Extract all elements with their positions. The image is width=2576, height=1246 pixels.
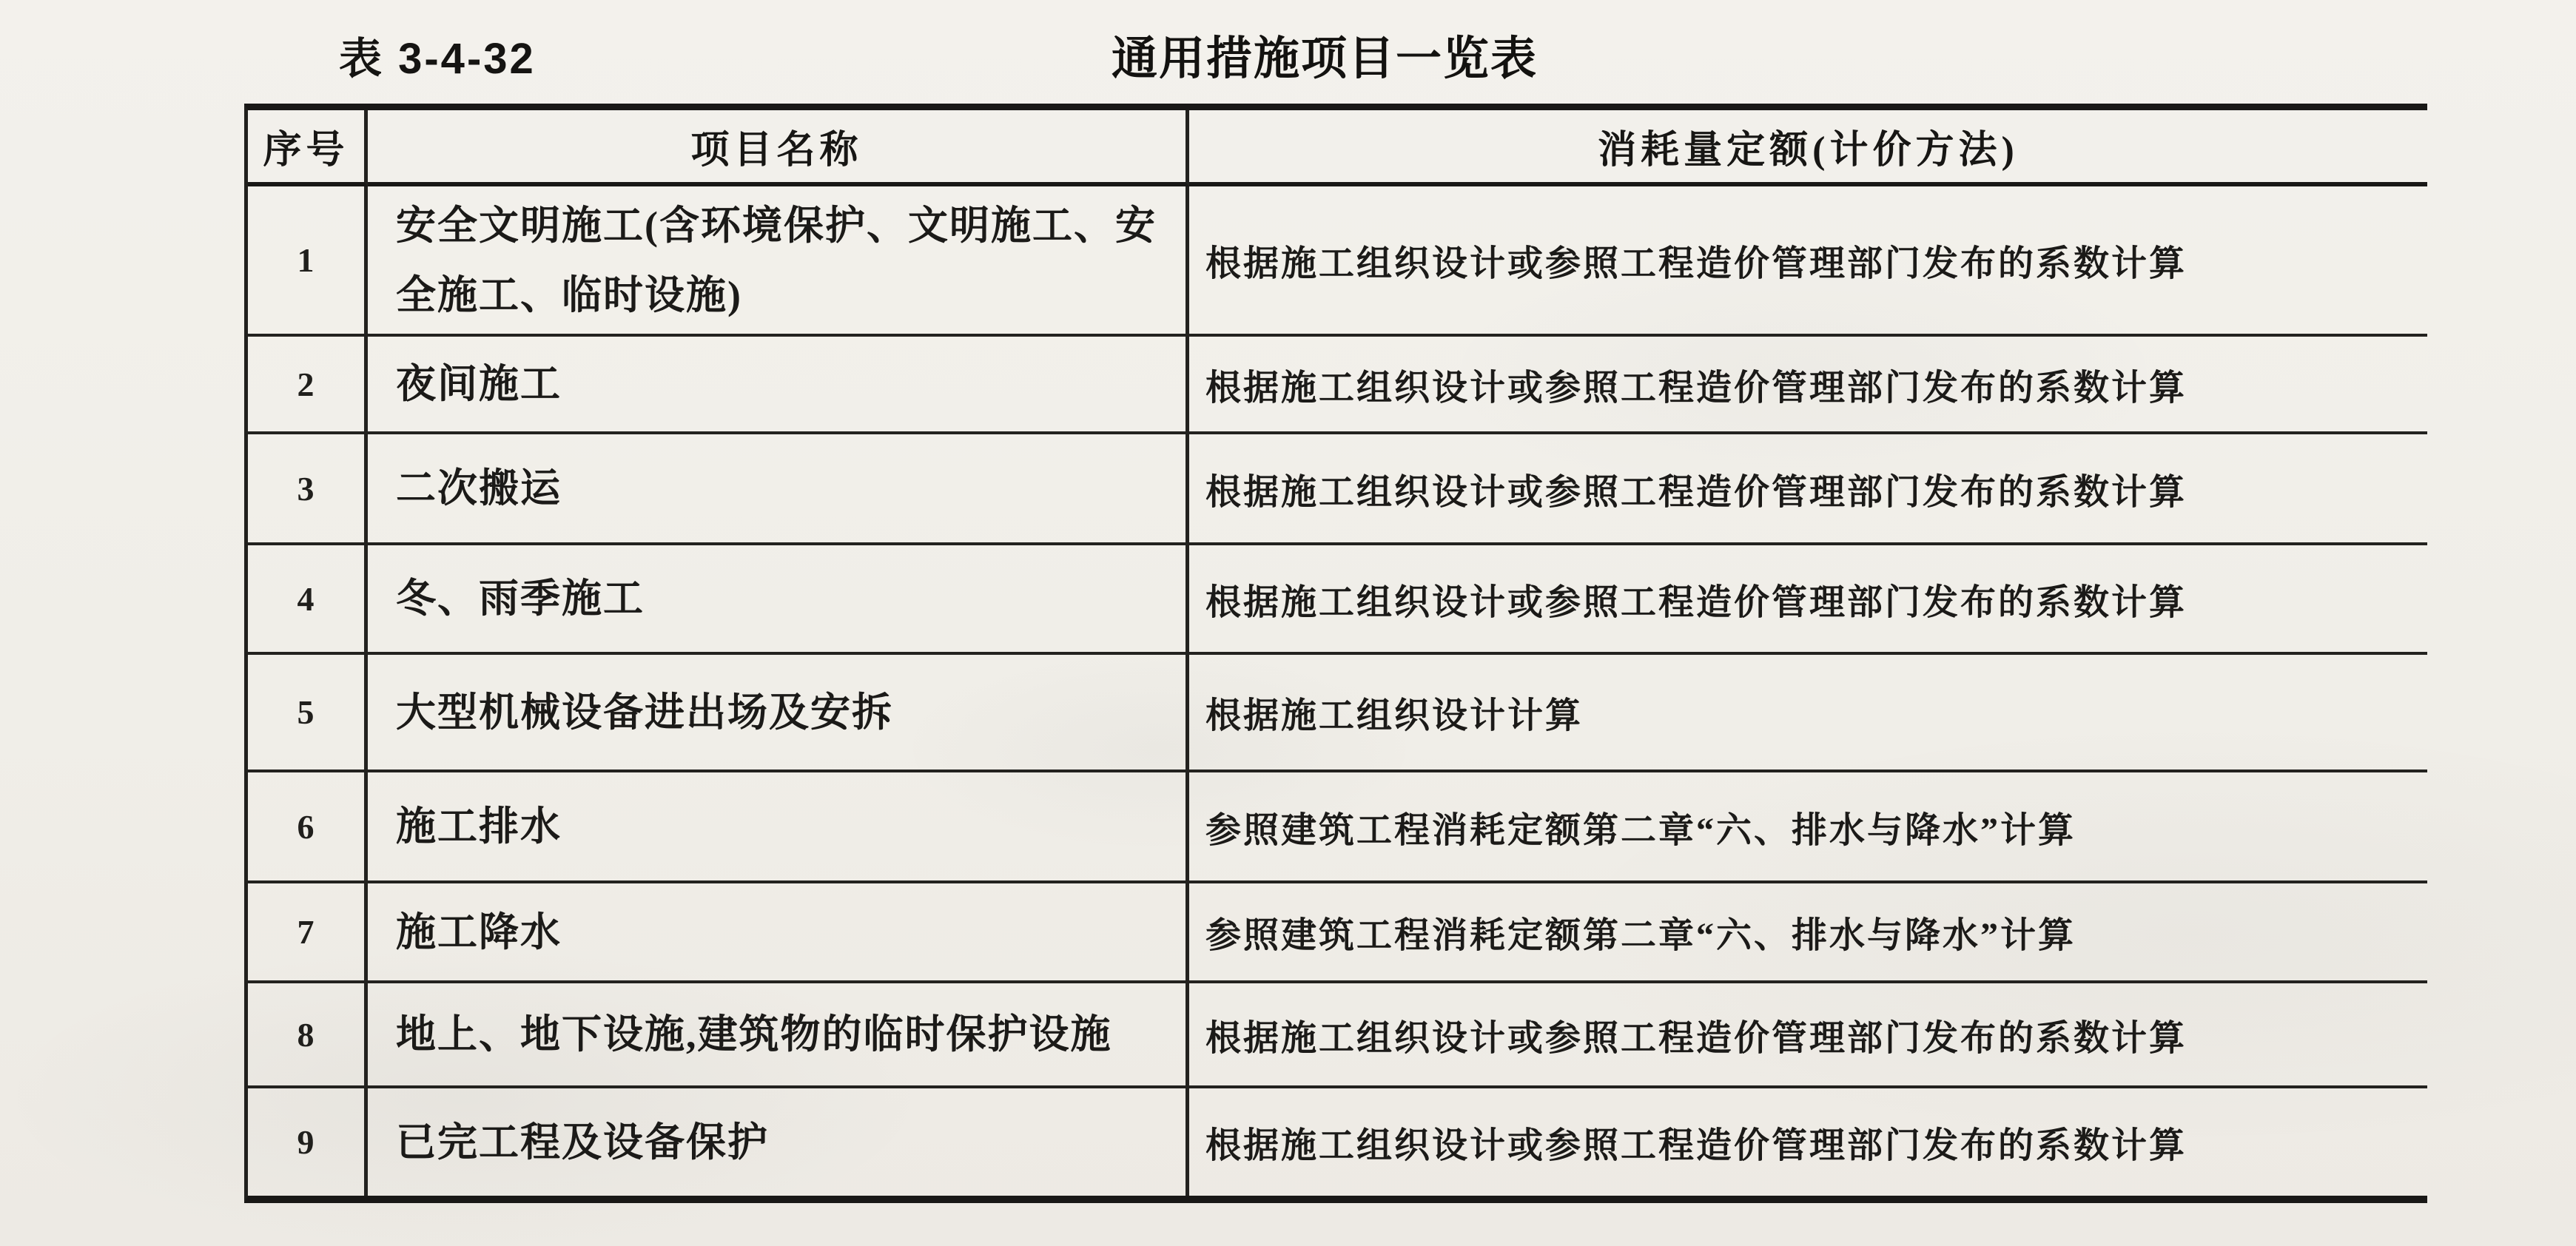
cell-quota-method: 参照建筑工程消耗定额第二章“六、排水与降水”计算: [1189, 772, 2427, 883]
table-caption-row: [0, 31, 2576, 90]
cell-serial-number: 2: [248, 337, 368, 434]
cell-project-name: [368, 655, 1189, 772]
cell-project-name: [368, 337, 1189, 434]
cell-serial-number: 3: [248, 434, 368, 545]
table-number: 表 3-4-32: [339, 35, 536, 83]
cell-quota-method: 根据施工组织设计或参照工程造价管理部门发布的系数计算: [1189, 337, 2427, 434]
cell-serial-number: 9: [248, 1088, 368, 1196]
cell-quota-method: 根据施工组织设计或参照工程造价管理部门发布的系数计算: [1205, 1126, 2187, 1165]
project-name-line: 地上、地下设施,建筑物的临时保护设施: [396, 1012, 1112, 1057]
page-title: 通用措施项目一览表: [1112, 33, 1538, 84]
project-name-line: 夜间施工: [396, 362, 562, 406]
cell-serial-number: 5: [248, 655, 368, 772]
cell-quota-method: 根据施工组织设计或参照工程造价管理部门发布的系数计算: [1189, 434, 2427, 545]
header-cell-quota-method: 消耗量定额(计价方法): [1189, 110, 2427, 186]
project-name-line: 冬、雨季施工: [396, 576, 645, 621]
cell-project-name: [368, 983, 1189, 1088]
cell-quota-method: 参照建筑工程消耗定额第二章“六、排水与降水”计算: [1189, 883, 2427, 983]
project-name-line: 安全文明施工(含环境保护、文明施工、安: [396, 203, 1157, 248]
cell-project-name: [368, 545, 1189, 655]
cell-serial-number: 6: [248, 772, 368, 883]
project-name-line: 施工降水: [396, 909, 562, 954]
project-name-line: 全施工、临时设施): [396, 272, 742, 317]
cell-quota-method: 根据施工组织设计计算: [1189, 655, 2427, 772]
cell-project-name: [368, 1088, 1189, 1196]
cell-project-name: [368, 186, 1189, 337]
cell-serial-number: 7: [248, 883, 368, 983]
cell-quota-method: 根据施工组织设计或参照工程造价管理部门发布的系数计算: [1189, 186, 2427, 337]
cell-serial-number: 1: [248, 186, 368, 337]
cell-serial-number: 8: [248, 983, 368, 1088]
header-cell-project-name: 项目名称: [368, 110, 1189, 186]
measures-table: [244, 104, 2427, 1203]
project-name-line: 施工排水: [396, 804, 562, 849]
cell-project-name: [368, 883, 1189, 983]
cell-project-name: [368, 434, 1189, 545]
cell-serial-number: 4: [248, 545, 368, 655]
project-name-line: 二次搬运: [396, 466, 562, 511]
cell-quota-method: 根据施工组织设计或参照工程造价管理部门发布的系数计算: [1189, 983, 2427, 1088]
cell-quota-method: 根据施工组织设计或参照工程造价管理部门发布的系数计算: [1189, 545, 2427, 655]
cell-project-name: [368, 772, 1189, 883]
project-name-line: 大型机械设备进出场及安拆: [396, 690, 893, 735]
header-cell-serial-number: 序号: [248, 110, 368, 186]
project-name-line: 已完工程及设备保护: [396, 1119, 769, 1165]
